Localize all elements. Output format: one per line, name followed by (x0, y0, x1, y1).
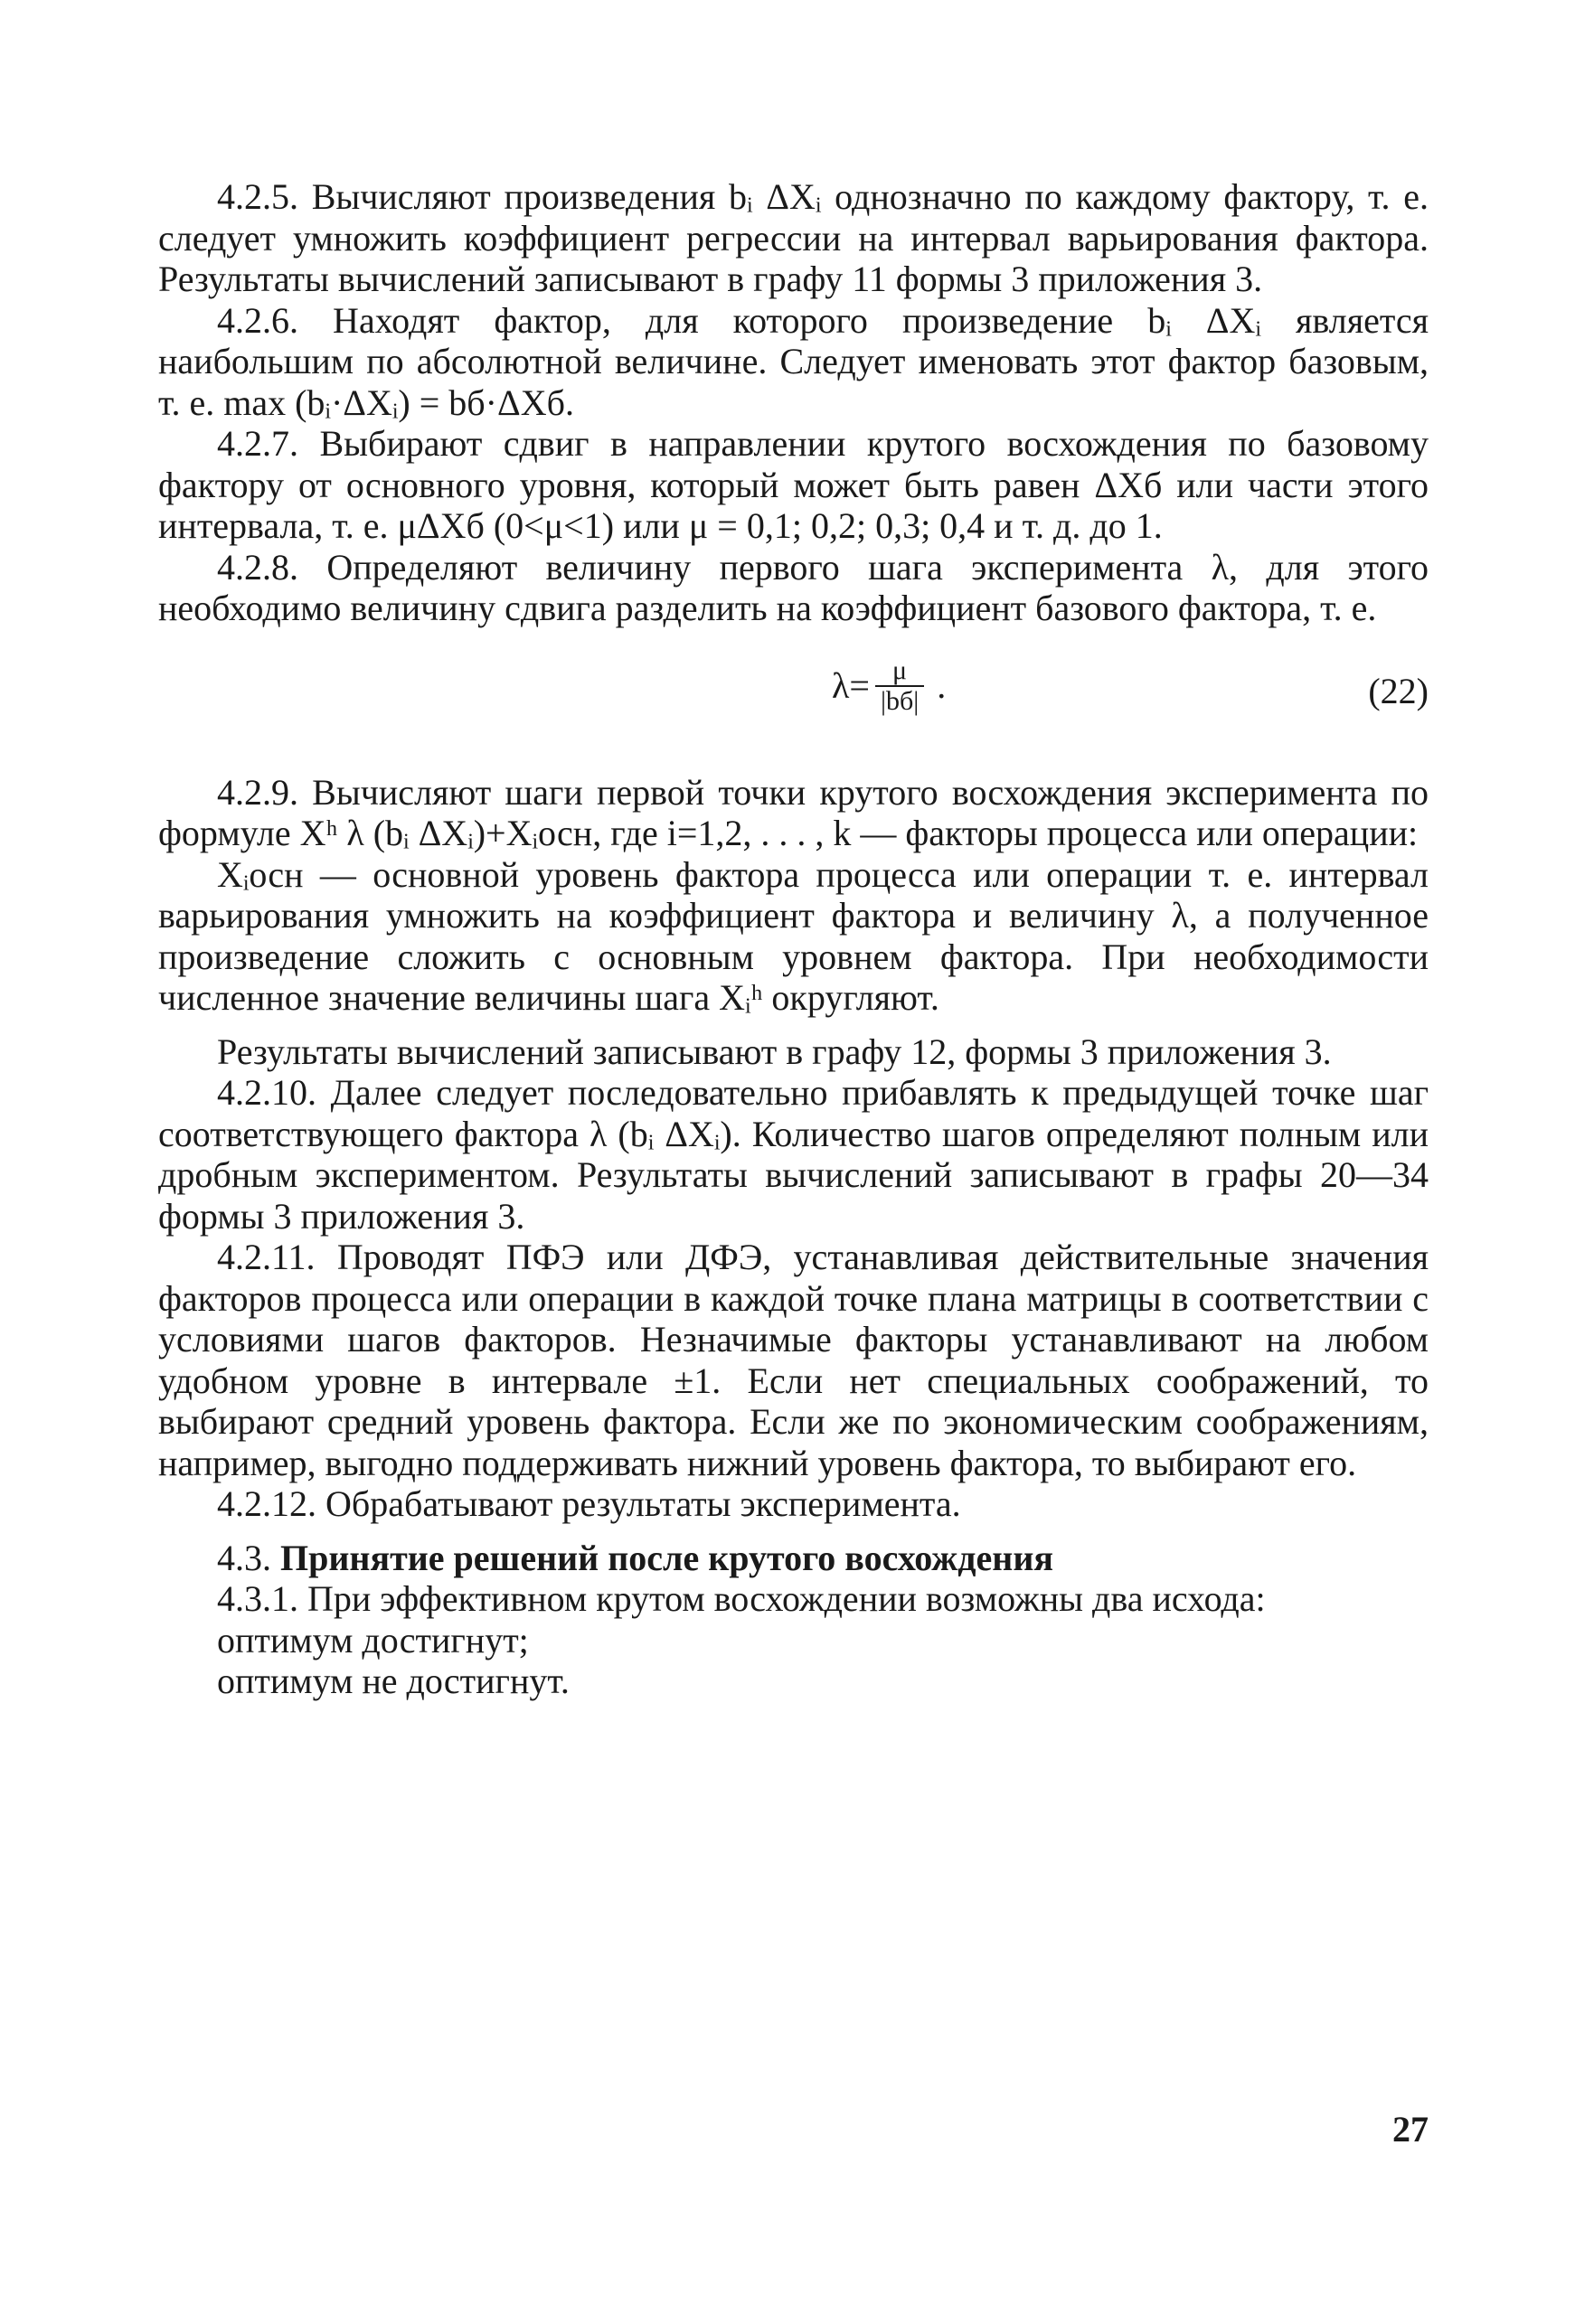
section-heading-4-3 (158, 1538, 1429, 1579)
formula-number: (22) (1368, 670, 1429, 711)
formula-denominator: |bб| (875, 685, 924, 716)
page-body (158, 176, 1429, 1702)
paragraph-4-2-10: 4.2.10. Далее следует последовательно прибавлять к предыдущей точке шаг соответствующего фактора λ (bᵢ ΔXᵢ). Количество шагов определяют полным или дробным экспериментом. Результаты вычислений записывают в графы 20—34 формы 3 приложения 3. (158, 1072, 1429, 1237)
paragraph-4-2-11: 4.2.11. Проводят ПФЭ или ДФЭ, устанавливая действительные значения факторов процесса или операции в каждой точке плана матрицы в соответствии с условиями шагов факторов. Незначимые факторы устанавливают на любом удобном уровне в интервале ±1. Если нет специальных соображений, то выбирают средний уровень фактора. Если же по экономическим соображениям, например, выгодно поддерживать нижний уровень фактора, то выбирают его. (158, 1237, 1429, 1483)
formula-period: . (937, 664, 947, 706)
paragraph-4-2-12: 4.2.12. Обрабатывают результаты эксперимента. (217, 1483, 961, 1524)
outcome-item: оптимум не достигнут. (217, 1661, 570, 1701)
outcome-item: оптимум достигнут; (217, 1619, 529, 1661)
formula-numerator: μ (892, 654, 908, 685)
formula-22 (158, 645, 1429, 754)
paragraph-4-2-6: 4.2.6. Находят фактор, для которого произведение bᵢ ΔXᵢ является наибольшим по абсолютной величине. Следует именовать этот фактор базовым, т. е. max (bᵢ·ΔXᵢ) = bб·ΔXб. (158, 299, 1429, 423)
section-title: Принятие решений после крутого восхождения (280, 1537, 1054, 1578)
paragraph-4-2-5: 4.2.5. Вычисляют произведения bᵢ ΔXᵢ однозначно по каждому фактору, т. е. следует умножить коэффициент регрессии на интервал варьирования фактора. Результаты вычислений записывают в графу 11 формы 3 приложения 3. (158, 176, 1429, 299)
formula-lhs: λ= (832, 664, 870, 706)
formula-expression (832, 656, 946, 716)
paragraph-4-2-9-results: Результаты вычислений записывают в графу 12, формы 3 приложения 3. (217, 1030, 1332, 1072)
paragraph-4-2-9: 4.2.9. Вычисляют шаги первой точки крутого восхождения эксперимента по формуле Xʰ λ (bᵢ ΔXᵢ)+Xᵢосн, где i=1,2, . . . , k — факторы процесса или операции: (158, 771, 1429, 853)
formula-fraction (875, 656, 924, 716)
paragraph-4-2-7: 4.2.7. Выбирают сдвиг в направлении крутого восхождения по базовому фактору от основного уровня, который может быть равен ΔXб или части этого интервала, т. е. μΔXб (0<μ<1) или μ = 0,1; 0,2; 0,3; 0,4 и т. д. до 1. (158, 423, 1429, 546)
section-number: 4.3. (217, 1537, 271, 1578)
paragraph-4-2-9-definition: Xᵢосн — основной уровень фактора процесса или операции т. е. интервал варьирования умножить на коэффициент фактора и величину λ, а полученное произведение сложить с основным уровнем фактора. При необходимости численное значение величины шага Xᵢʰ округляют. (158, 853, 1429, 1018)
paragraph-4-3-1: 4.3.1. При эффективном крутом восхождении возможны два исхода: (217, 1578, 1266, 1619)
page-number: 27 (1392, 2109, 1429, 2150)
paragraph-4-2-8: 4.2.8. Определяют величину первого шага эксперимента λ, для этого необходимо величину сдвига разделить на коэффициент базового фактора, т. е. (158, 546, 1429, 628)
